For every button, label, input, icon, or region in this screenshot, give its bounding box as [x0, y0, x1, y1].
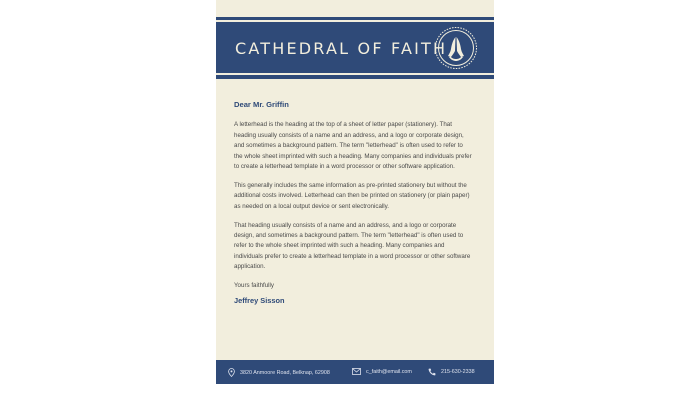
- header-rule-top: [216, 20, 494, 22]
- header-band: [216, 17, 494, 79]
- praying-hands-seal-icon: [434, 26, 478, 70]
- signature-name: Jeffrey Sisson: [234, 295, 285, 305]
- footer-address: [228, 368, 330, 377]
- envelope-icon: [352, 368, 361, 375]
- footer-phone: [428, 368, 475, 376]
- phone-icon: [428, 368, 436, 376]
- letterhead-page: [216, 0, 494, 384]
- phone-text: 215-630-2338: [441, 369, 475, 375]
- paragraph: That heading usually consists of a name and an address, and a logo or corporate design, and sometimes a background pattern. The term "letterhead" is often used to refer to the whole sheet imprinted with such a heading. Many companies and individuals prefer to create a letterhead template in a word processor or other software application.: [234, 221, 471, 271]
- paragraph: A letterhead is the heading at the top of a sheet of letter paper (stationery). That heading usually consists of a name and an address, and a logo or corporate design, and sometimes a background pattern. The term "letterhead" is often used to refer to the whole sheet imprinted with such a heading. Many companies and individuals prefer to create a letterhead template in a word processor or other software application.: [234, 121, 472, 171]
- footer-email: [352, 368, 412, 375]
- letter-body: [234, 100, 472, 306]
- header-rule-bottom: [216, 73, 494, 75]
- email-link[interactable]: c_faith@email.com: [366, 368, 412, 375]
- footer-band: [216, 360, 494, 384]
- salutation: Dear Mr. Griffin: [234, 100, 289, 109]
- address-text: 3820 Anmoore Road, Belknap, 62908: [240, 369, 330, 376]
- organization-name: CATHEDRAL OF FAITH: [235, 39, 448, 58]
- closing: Yours faithfully: [234, 282, 275, 290]
- paragraph: This generally includes the same information as pre-printed stationery but without the additional costs involved. Letterhead can then be printed on stationery (or plain paper) as needed on a local output device or sent electronically.: [234, 181, 470, 210]
- location-pin-icon: [228, 368, 235, 377]
